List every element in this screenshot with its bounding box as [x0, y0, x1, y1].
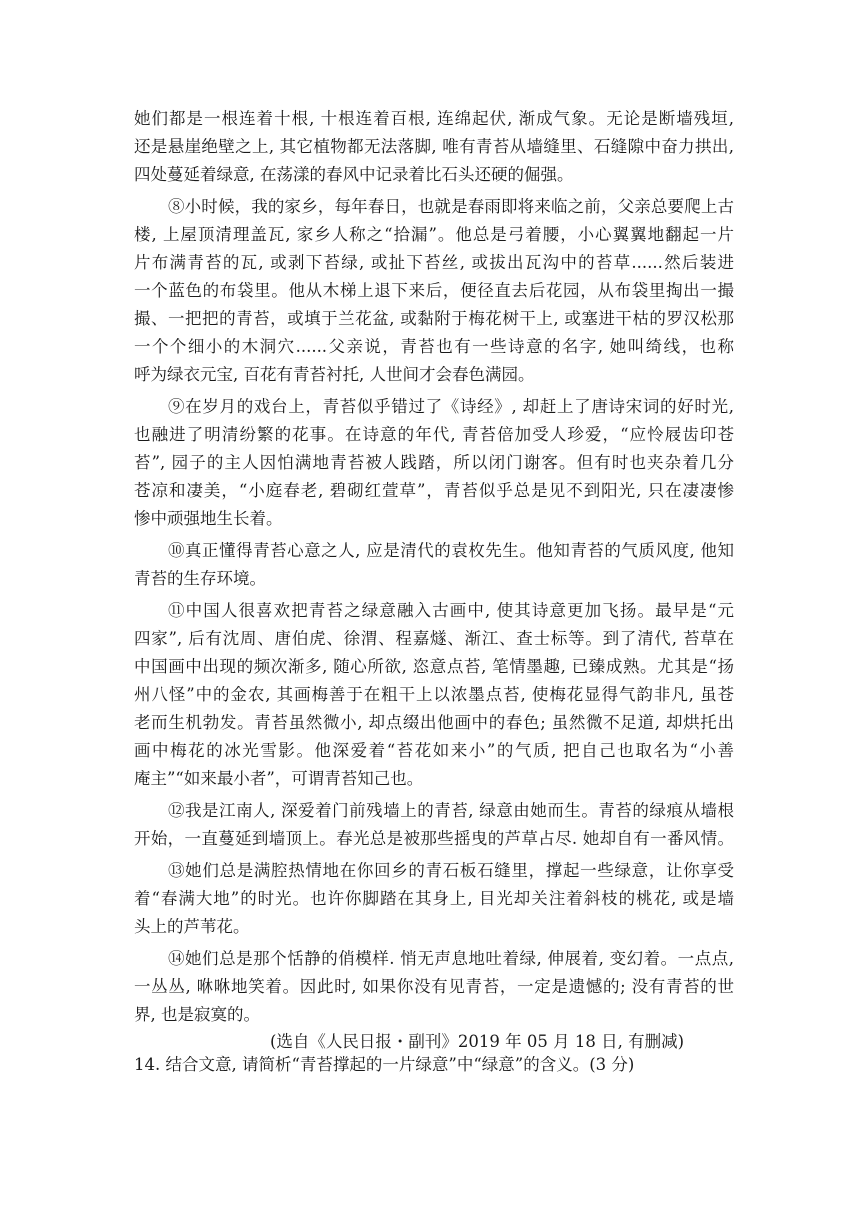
text-line: 也融进了明清纷繁的花事。在诗意的年代, 青苔倍加受人珍爱，“应怜屐齿印苍 [134, 425, 734, 444]
text-line: 开始，一直蔓延到墙顶上。春光总是被那些摇曳的芦草占尽. 她却自有一番风情。 [134, 829, 734, 848]
text-line: 片布满青苔的瓦, 或剥下苔绿, 或扯下苔丝, 或拔出瓦沟中的苔草......然后装进 [134, 253, 734, 272]
text-line: 四家”, 后有沈周、唐伯虎、徐渭、程嘉燧、渐江、查士标等。到了清代, 苔草在 [134, 629, 734, 648]
text-line: 四处蔓延着绿意, 在荡漾的春风中记录着比石头还硬的倔强。 [134, 165, 574, 184]
text-line: 一个个细小的木洞穴......父亲说，青苔也有一些诗意的名字, 她叫绮线，也称 [134, 337, 734, 356]
text-line: 界, 也是寂寞的。 [134, 1005, 260, 1024]
text-line: 画中梅花的冰光雪影。他深爱着“苔花如来小”的气质, 把自己也取名为“小善 [134, 741, 734, 760]
text-line: ⑩真正懂得青苔心意之人, 应是清代的袁枚先生。他知青苔的气质风度, 他知 [168, 541, 734, 560]
text-line: ⑧小时候，我的家乡，每年春日，也就是春雨即将来临之前，父亲总要爬上古 [168, 197, 734, 216]
text-line: 还是悬崖绝壁之上, 其它植物都无法落脚, 唯有青苔从墙缝里、石缝隙中奋力拱出, [134, 137, 734, 156]
text-line: 惨中顽强地生长着。 [134, 509, 283, 528]
text-line: ⑬她们总是满腔热情地在你回乡的青石板石缝里，撑起一些绿意，让你享受 [168, 861, 734, 880]
question-14: 14. 结合文意, 请简析“青苔撑起的一片绿意”中“绿意”的含义。(3 分) [134, 1055, 635, 1074]
text-line: 头上的芦苇花。 [134, 917, 250, 936]
text-line: 一丛丛, 咻咻地笑着。因此时, 如果你没有见青苔，一定是遗憾的; 没有青苔的世 [134, 977, 734, 996]
text-line: 呼为绿衣元宝, 百花有青苔衬托, 人世间才会春色满园。 [134, 365, 535, 384]
text-line: ⑨在岁月的戏台上，青苔似乎错过了《诗经》, 却赶上了唐诗宋词的好时光, [168, 397, 734, 416]
text-line: ⑭她们总是那个恬静的俏模样. 悄无声息地吐着绿, 伸展着, 变幻着。一点点, [168, 949, 734, 968]
text-line: 苍凉和凄美，“小庭春老, 碧砌红萱草”，青苔似乎总是见不到阳光, 只在凄凄惨 [134, 481, 734, 500]
text-line: 一个蓝色的布袋里。他从木梯上退下来后，便径直去后花园，从布袋里掏出一撮 [134, 281, 734, 300]
text-line: 她们都是一根连着十根, 十根连着百根, 连绵起伏, 渐成气象。无论是断墙残垣, [134, 109, 734, 128]
text-line: 苔”, 园子的主人因怕满地青苔被人践踏，所以闭门谢客。但有时也夹杂着几分 [134, 453, 734, 472]
text-line: 庵主”“如来最小者”，可谓青苔知己也。 [134, 769, 424, 788]
text-line: 楼, 上屋顶清理盖瓦, 家乡人称之“拾漏”。他总是弓着腰，小心翼翼地翻起一片 [134, 225, 734, 244]
text-line: ⑪中国人很喜欢把青苔之绿意融入古画中, 使其诗意更加飞扬。最早是“元 [168, 601, 734, 620]
text-line: 州八怪”中的金农, 其画梅善于在粗干上以浓墨点苔, 使梅花显得气韵非凡, 虽苍 [134, 685, 734, 704]
text-line: 青苔的生存环境。 [134, 569, 266, 588]
text-line: 中国画中出现的频次渐多, 随心所欲, 恣意点苔, 笔情墨趣, 已臻成熟。尤其是“扬 [134, 657, 734, 676]
text-line: 老而生机勃发。青苔虽然微小, 却点缀出他画中的春色; 虽然微不足道, 却烘托出 [134, 713, 734, 732]
text-line: ⑫我是江南人, 深爱着门前残墙上的青苔, 绿意由她而生。青苔的绿痕从墙根 [168, 801, 734, 820]
text-line: 撮、一把把的青苔，或填于兰花盆, 或黏附于梅花树干上, 或塞进干枯的罗汉松那 [134, 309, 734, 328]
text-line: 着“春满大地”的时光。也许你脚踏在其身上, 目光却关注着斜枝的桃花, 或是墙 [134, 889, 734, 908]
source-note: (选自《人民日报・副刊》2019 年 05 月 18 日, 有删减) [270, 1032, 685, 1051]
